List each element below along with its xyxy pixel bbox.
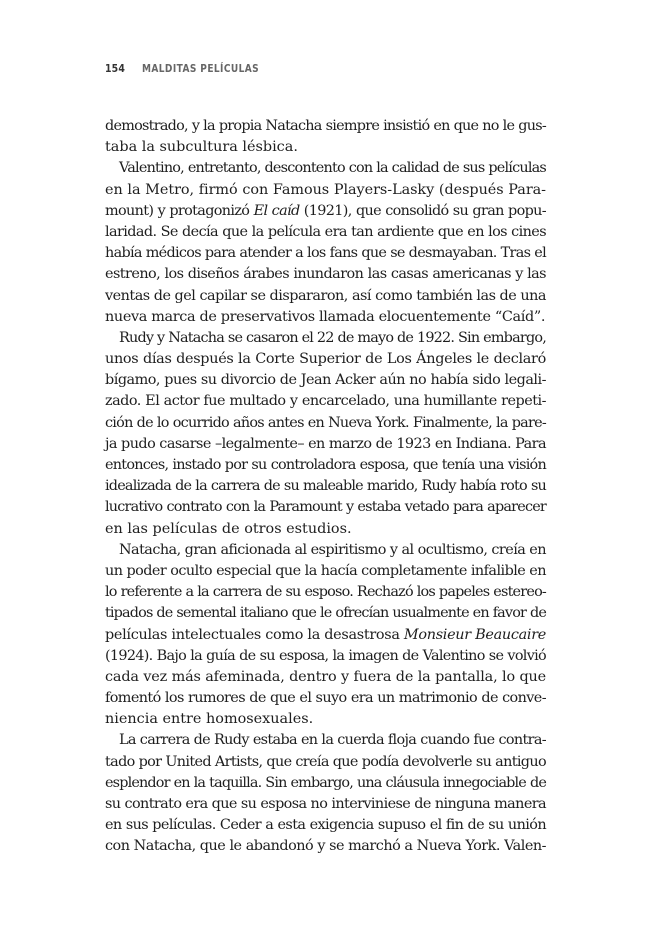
text-run: (1921), que consolidó su gran popu- [299,202,546,219]
text-line: taba la subcultura lésbica. [105,139,298,156]
text-line: Rudy y Natacha se casaron el 22 de mayo de 1922. Sin embargo, [119,329,546,346]
text-line: estreno, los diseños árabes inundaron las casas americanas y las [105,266,546,283]
text-line: cada vez más afeminada, dentro y fuera de la pantalla, lo que [105,668,546,685]
body-text [105,116,546,858]
text-line: un poder oculto especial que la hacía completamente infalible en [105,562,546,579]
text-line: ventas de gel capilar se dispararon, así como también las de una [105,287,546,304]
text-line: idealizada de la carrera de su maleable marido, Rudy había roto su [105,478,546,495]
text-line: laridad. Se decía que la película era tan ardiente que en los cines [105,223,546,240]
text-line: tipados de semental italiano que le ofrecían usualmente en favor de [105,605,546,622]
text-line: en sus películas. Ceder a esta exigencia supuso el fin de su unión [105,817,546,834]
text-line: ción de lo ocurrido años antes en Nueva York. Finalmente, la pare- [105,414,546,431]
running-head [105,60,285,76]
text-line: entonces, instado por su controladora esposa, que tenía una visión [105,457,546,473]
text-line: (1924). Bajo la guía de su esposa, la imagen de Valentino se volvió [105,647,546,664]
text-line: con Natacha, que le abandonó y se marchó a Nueva York. Valen- [105,838,546,855]
text-line: su contrato era que su esposa no interviniese de ninguna manera [105,796,546,812]
text-line: La carrera de Rudy estaba en la cuerda floja cuando fue contra- [119,732,546,749]
film-title: Monsieur Beaucaire [403,626,546,643]
text-line: esplendor en la taquilla. Sin embargo, una cláusula innegociable de [105,774,546,791]
text-line: fomentó los rumores de que el suyo era un matrimonio de conve- [105,690,546,707]
text-line: demostrado, y la propia Natacha siempre insistió en que no le gus- [105,118,546,134]
text-line: Valentino, entretanto, descontento con la calidad de sus películas [119,160,546,177]
text-run: películas intelectuales como la desastrosa [105,626,404,643]
text-line: niencia entre homosexuales. [105,711,314,728]
text-line: lo referente a la carrera de su esposo. Rechazó los papeles estereo- [105,584,546,601]
text-line: en las películas de otros estudios. [105,520,352,537]
text-line: unos días después la Corte Superior de Los Ángeles le declaró [105,351,546,368]
text-line: zado. El actor fue multado y encarcelado, una humillante repeti- [105,393,546,410]
page-number: 154 [105,61,126,75]
text-line [105,201,546,222]
text-line: lucrativo contrato con la Paramount y estaba vetado para aparecer [105,499,546,516]
text-line [105,625,546,646]
text-line: bígamo, pues su divorcio de Jean Acker aún no había sido legali- [105,372,546,389]
book-title: MALDITAS PELÍCULAS [142,61,260,75]
text-line: Natacha, gran aficionada al espiritismo y al ocultismo, creía en [119,541,546,558]
text-line: había médicos para atender a los fans que se desmayaban. Tras el [105,245,546,262]
text-run: mount) y protagonizó [105,202,254,219]
film-title: El caíd [253,202,300,219]
text-line: nueva marca de preservativos llamada elocuentemente “Caíd”. [105,308,546,325]
text-line: en la Metro, firmó con Famous Players-Lasky (después Para- [105,181,546,198]
text-line: ja pudo casarse –legalmente– en marzo de 1923 en Indiana. Para [105,435,546,452]
text-line: tado por United Artists, que creía que podía devolverle su antiguo [105,753,546,770]
